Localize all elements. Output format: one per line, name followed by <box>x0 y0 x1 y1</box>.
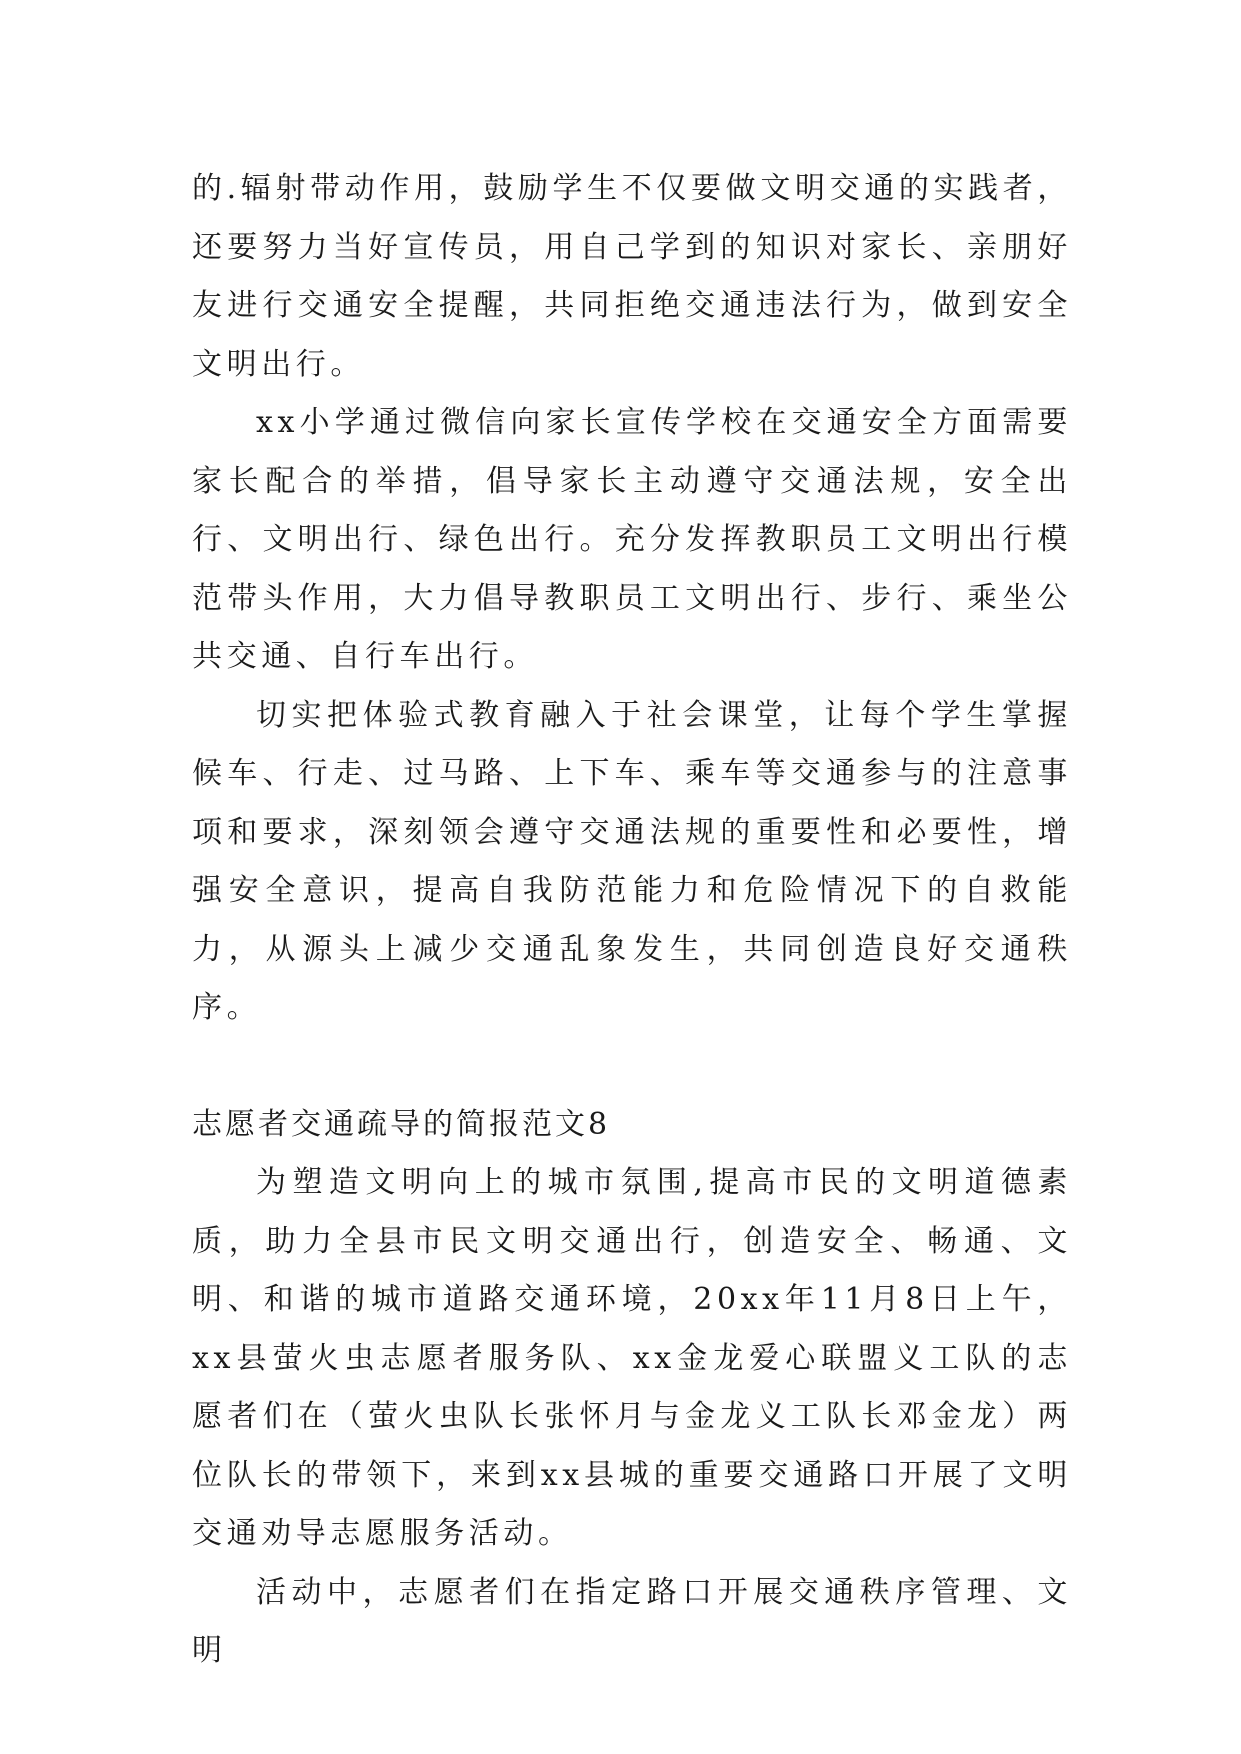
document-body <box>192 160 1072 1681</box>
paragraph-event-intro: 为塑造文明向上的城市氛围,提高市民的文明道德素质，助力全县市民文明交通出行，创造安全、畅通、文明、和谐的城市道路交通环境，20xx年11月8日上午，xx县萤火虫志愿者服务队、xx金龙爱心联盟义工队的志愿者们在（萤火虫队长张怀月与金龙义工队长邓金龙）两位队长的带领下，来到xx县城的重要交通路口开展了文明交通劝导志愿服务活动。 <box>192 1165 1072 1551</box>
paragraph-activity: 活动中，志愿者们在指定路口开展交通秩序管理、文明 <box>192 1574 1072 1668</box>
paragraph-continuation: 的.辐射带动作用，鼓励学生不仅要做文明交通的实践者，还要努力当好宣传员，用自己学到的知识对家长、亲朋好友进行交通安全提醒，共同拒绝交通违法行为，做到安全文明出行。 <box>192 171 1072 382</box>
paragraph-parent-outreach: xx小学通过微信向家长宣传学校在交通安全方面需要家长配合的举措，倡导家长主动遵守交通法规，安全出行、文明出行、绿色出行。充分发挥教职员工文明出行模范带头作用，大力倡导教职员工文明出行、步行、乘坐公共交通、自行车出行。 <box>192 405 1072 674</box>
section-heading: 志愿者交通疏导的简报范文8 <box>192 1106 611 1142</box>
section-spacer <box>192 1038 1072 1096</box>
paragraph-experiential-education: 切实把体验式教育融入于社会课堂，让每个学生掌握候车、行走、过马路、上下车、乘车等交通参与的注意事项和要求，深刻领会遵守交通法规的重要性和必要性，增强安全意识，提高自我防范能力和危险情况下的自救能力，从源头上减少交通乱象发生，共同创造良好交通秩序。 <box>192 697 1072 1025</box>
